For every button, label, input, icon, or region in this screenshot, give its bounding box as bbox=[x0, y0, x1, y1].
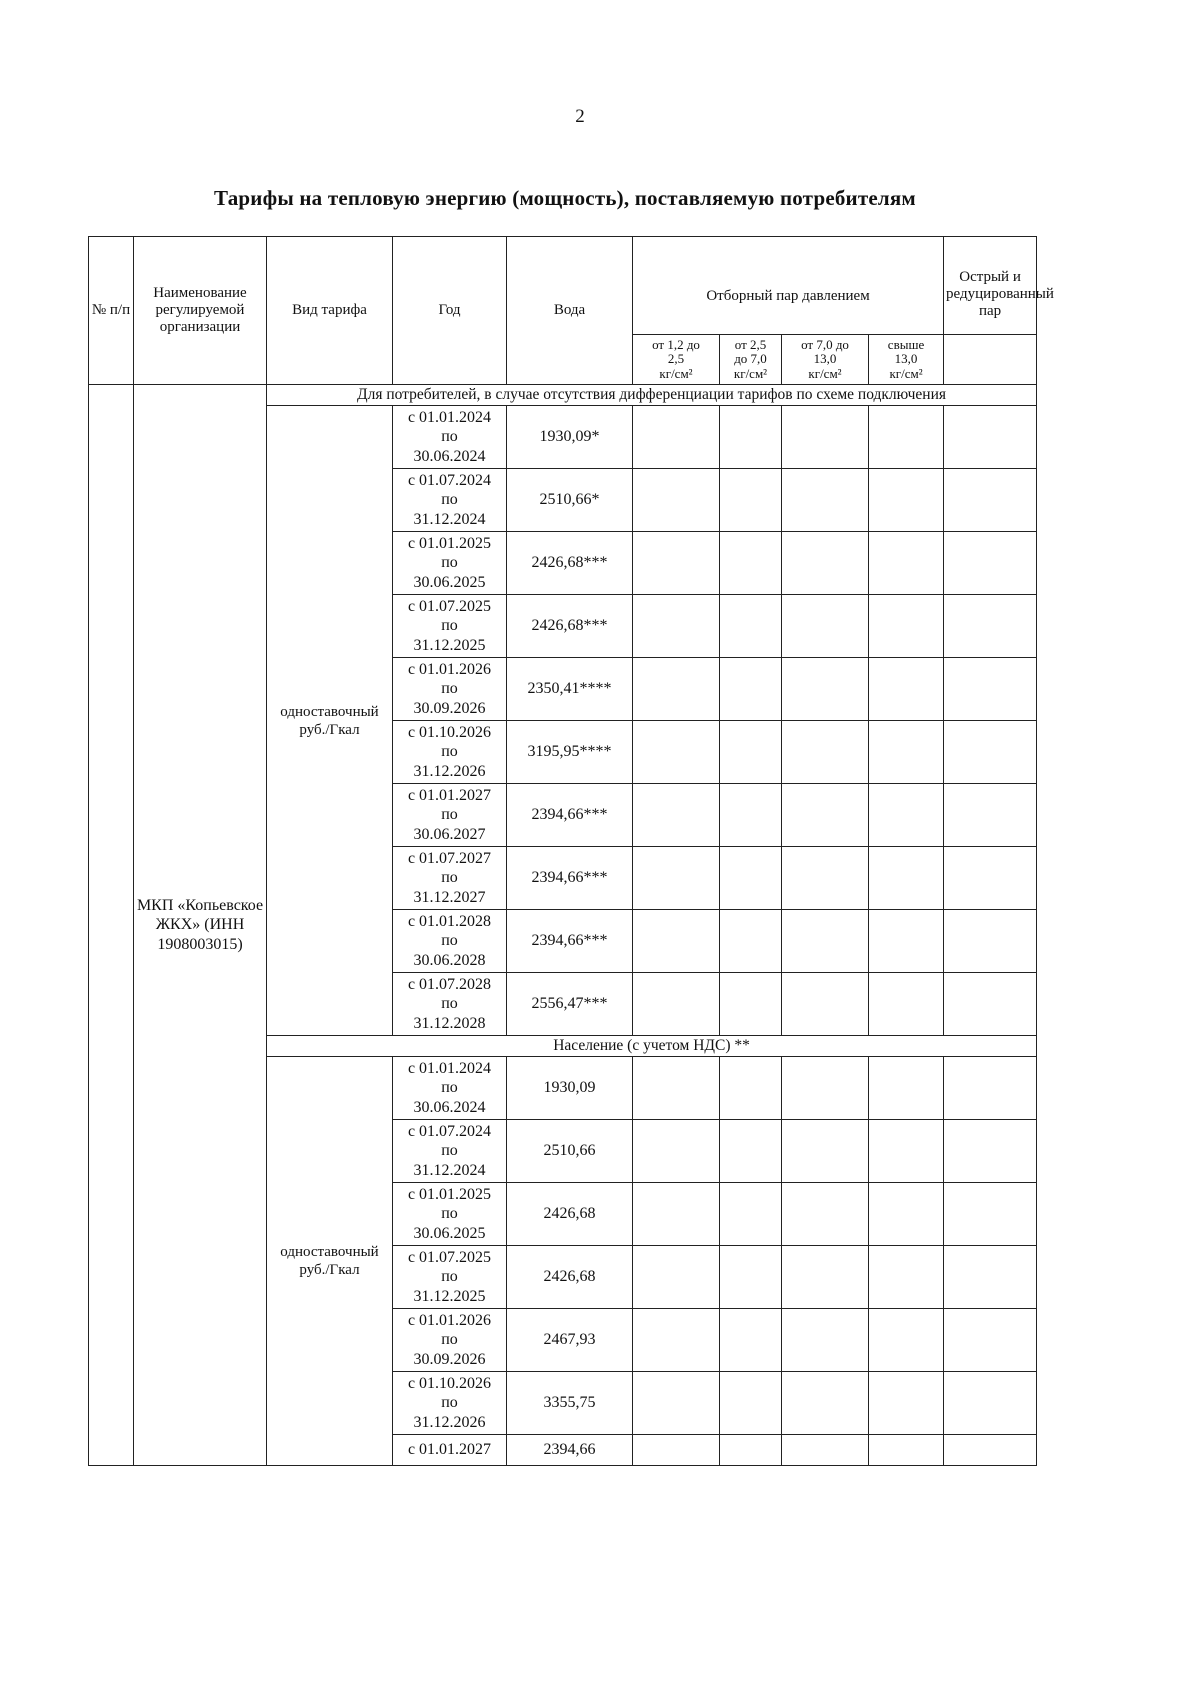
header-sharp-steam-empty bbox=[944, 335, 1037, 385]
period-by: по bbox=[441, 1079, 458, 1097]
water-tariff-value: 2394,66*** bbox=[507, 910, 633, 973]
water-tariff-value: 2350,41**** bbox=[507, 658, 633, 721]
empty-cell bbox=[720, 1246, 782, 1309]
period-from: с 01.01.2028 bbox=[407, 913, 492, 931]
empty-cell bbox=[782, 658, 869, 721]
period-cell bbox=[393, 1057, 507, 1120]
water-tariff-value: 2556,47*** bbox=[507, 973, 633, 1036]
section-title: Для потребителей, в случае отсутствия дифференциации тарифов по схеме подключения bbox=[267, 385, 1037, 406]
period-from: с 01.01.2027 bbox=[407, 787, 492, 805]
period-from: с 01.01.2025 bbox=[407, 1186, 492, 1204]
empty-cell bbox=[782, 1372, 869, 1435]
period-by: по bbox=[441, 1394, 458, 1412]
header-tariff-type: Вид тарифа bbox=[267, 237, 393, 385]
period-from: с 01.01.2025 bbox=[407, 535, 492, 553]
empty-cell bbox=[944, 1309, 1037, 1372]
empty-cell bbox=[869, 910, 944, 973]
empty-cell bbox=[782, 469, 869, 532]
period-to: 31.12.2024 bbox=[413, 510, 486, 528]
empty-cell bbox=[944, 406, 1037, 469]
empty-cell bbox=[633, 847, 720, 910]
empty-cell bbox=[944, 1183, 1037, 1246]
empty-cell bbox=[782, 1120, 869, 1183]
empty-cell bbox=[869, 784, 944, 847]
period-from: с 01.01.2024 bbox=[407, 1060, 492, 1078]
period-to: 30.09.2026 bbox=[413, 1350, 486, 1368]
period-from: с 01.01.2026 bbox=[407, 1312, 492, 1330]
period-by: по bbox=[441, 869, 458, 887]
empty-cell bbox=[782, 1183, 869, 1246]
empty-cell bbox=[633, 1246, 720, 1309]
period-to: 31.12.2024 bbox=[413, 1161, 486, 1179]
water-tariff-value: 2394,66*** bbox=[507, 784, 633, 847]
empty-cell bbox=[869, 532, 944, 595]
water-tariff-value: 3355,75 bbox=[507, 1372, 633, 1435]
empty-cell bbox=[633, 721, 720, 784]
period-from: с 01.07.2025 bbox=[407, 598, 492, 616]
period-by: по bbox=[441, 617, 458, 635]
period-cell bbox=[393, 595, 507, 658]
empty-cell bbox=[633, 1120, 720, 1183]
empty-cell bbox=[633, 1309, 720, 1372]
period-cell bbox=[393, 1309, 507, 1372]
empty-cell bbox=[869, 469, 944, 532]
empty-cell bbox=[633, 1435, 720, 1466]
empty-cell bbox=[944, 973, 1037, 1036]
period-cell bbox=[393, 721, 507, 784]
empty-cell bbox=[869, 658, 944, 721]
header-water: Вода bbox=[507, 237, 633, 385]
water-tariff-value: 2467,93 bbox=[507, 1309, 633, 1372]
period-cell bbox=[393, 973, 507, 1036]
empty-cell bbox=[944, 469, 1037, 532]
period-by: по bbox=[441, 1268, 458, 1286]
empty-cell bbox=[782, 973, 869, 1036]
empty-cell bbox=[720, 1372, 782, 1435]
empty-cell bbox=[720, 1309, 782, 1372]
header-steam-1: от 1,2 до 2,5 кг/см² bbox=[633, 335, 720, 385]
period-by: по bbox=[441, 1205, 458, 1223]
empty-cell bbox=[944, 910, 1037, 973]
period-from: с 01.07.2027 bbox=[407, 850, 492, 868]
empty-cell bbox=[720, 910, 782, 973]
section-title: Население (с учетом НДС) ** bbox=[267, 1036, 1037, 1057]
water-tariff-value: 2510,66* bbox=[507, 469, 633, 532]
period-to: 30.06.2024 bbox=[413, 1098, 486, 1116]
period-cell bbox=[393, 910, 507, 973]
empty-cell bbox=[944, 784, 1037, 847]
period-cell bbox=[393, 658, 507, 721]
empty-cell bbox=[633, 469, 720, 532]
period-by: по bbox=[441, 932, 458, 950]
header-steam-2: от 2,5 до 7,0 кг/см² bbox=[720, 335, 782, 385]
empty-cell bbox=[944, 658, 1037, 721]
water-tariff-value: 2426,68*** bbox=[507, 532, 633, 595]
empty-cell bbox=[944, 847, 1037, 910]
tariff-type: одноставочный руб./Гкал bbox=[267, 406, 393, 1036]
period-by: по bbox=[441, 554, 458, 572]
empty-cell bbox=[782, 910, 869, 973]
empty-cell bbox=[720, 721, 782, 784]
empty-cell bbox=[782, 1435, 869, 1466]
empty-cell bbox=[944, 1246, 1037, 1309]
period-cell bbox=[393, 532, 507, 595]
period-cell bbox=[393, 784, 507, 847]
water-tariff-value: 2426,68 bbox=[507, 1183, 633, 1246]
empty-cell bbox=[633, 973, 720, 1036]
period-from: с 01.07.2025 bbox=[407, 1249, 492, 1267]
period-to: 30.06.2027 bbox=[413, 825, 486, 843]
empty-cell bbox=[782, 784, 869, 847]
empty-cell bbox=[869, 1057, 944, 1120]
empty-cell bbox=[869, 1120, 944, 1183]
empty-cell bbox=[944, 595, 1037, 658]
period-by: по bbox=[441, 995, 458, 1013]
water-tariff-value: 1930,09 bbox=[507, 1057, 633, 1120]
empty-cell bbox=[782, 595, 869, 658]
row-number-cell bbox=[89, 385, 134, 1466]
empty-cell bbox=[720, 1435, 782, 1466]
empty-cell bbox=[869, 1435, 944, 1466]
empty-cell bbox=[633, 1183, 720, 1246]
empty-cell bbox=[720, 595, 782, 658]
empty-cell bbox=[720, 784, 782, 847]
header-steam-group: Отборный пар давлением bbox=[633, 237, 944, 335]
period-from: с 01.01.2024 bbox=[407, 409, 492, 427]
empty-cell bbox=[633, 910, 720, 973]
period-by: по bbox=[441, 1331, 458, 1349]
document-title: Тарифы на тепловую энергию (мощность), поставляемую потребителям bbox=[214, 186, 916, 210]
period-to: 31.12.2025 bbox=[413, 636, 486, 654]
period-from: с 01.07.2028 bbox=[407, 976, 492, 994]
empty-cell bbox=[869, 847, 944, 910]
empty-cell bbox=[720, 658, 782, 721]
empty-cell bbox=[782, 1057, 869, 1120]
period-to: 30.06.2025 bbox=[413, 573, 486, 591]
tariff-table bbox=[88, 236, 1054, 1466]
page-number: 2 bbox=[575, 106, 585, 127]
empty-cell bbox=[782, 1246, 869, 1309]
empty-cell bbox=[944, 1057, 1037, 1120]
period-cell bbox=[393, 1246, 507, 1309]
empty-cell bbox=[944, 721, 1037, 784]
water-tariff-value: 2426,68 bbox=[507, 1246, 633, 1309]
period-by: по bbox=[441, 428, 458, 446]
empty-cell bbox=[720, 1057, 782, 1120]
empty-cell bbox=[720, 469, 782, 532]
empty-cell bbox=[633, 595, 720, 658]
empty-cell bbox=[720, 406, 782, 469]
water-tariff-value: 3195,95**** bbox=[507, 721, 633, 784]
empty-cell bbox=[869, 1372, 944, 1435]
period-cell bbox=[393, 406, 507, 469]
period-cell bbox=[393, 1183, 507, 1246]
water-tariff-value: 2426,68*** bbox=[507, 595, 633, 658]
period-to: 31.12.2026 bbox=[413, 762, 486, 780]
period-by: по bbox=[441, 1142, 458, 1160]
period-from: с 01.07.2024 bbox=[407, 472, 492, 490]
empty-cell bbox=[720, 532, 782, 595]
period-to: 30.06.2024 bbox=[413, 447, 486, 465]
header-organization: Наименование регулируемой организации bbox=[134, 237, 267, 385]
period-cell bbox=[393, 1372, 507, 1435]
empty-cell bbox=[720, 847, 782, 910]
organization-name: МКП «Копьевское ЖКХ» (ИНН 1908003015) bbox=[134, 385, 267, 1466]
empty-cell bbox=[869, 406, 944, 469]
period-from: с 01.10.2026 bbox=[407, 724, 492, 742]
empty-cell bbox=[869, 721, 944, 784]
empty-cell bbox=[633, 1372, 720, 1435]
empty-cell bbox=[869, 973, 944, 1036]
period-to: 31.12.2026 bbox=[413, 1413, 486, 1431]
empty-cell bbox=[782, 721, 869, 784]
period-to: 30.09.2026 bbox=[413, 699, 486, 717]
period-from: с 01.01.2027 bbox=[407, 1441, 492, 1459]
empty-cell bbox=[720, 1120, 782, 1183]
header-num: № п/п bbox=[89, 237, 134, 385]
empty-cell bbox=[944, 1120, 1037, 1183]
empty-cell bbox=[869, 1246, 944, 1309]
period-to: 30.06.2028 bbox=[413, 951, 486, 969]
section-header-row bbox=[89, 385, 1037, 406]
empty-cell bbox=[869, 595, 944, 658]
period-from: с 01.07.2024 bbox=[407, 1123, 492, 1141]
empty-cell bbox=[633, 1057, 720, 1120]
empty-cell bbox=[869, 1183, 944, 1246]
period-to: 31.12.2027 bbox=[413, 888, 486, 906]
period-by: по bbox=[441, 806, 458, 824]
empty-cell bbox=[720, 1183, 782, 1246]
water-tariff-value: 2394,66*** bbox=[507, 847, 633, 910]
empty-cell bbox=[782, 1309, 869, 1372]
period-to: 30.06.2025 bbox=[413, 1224, 486, 1242]
water-tariff-value: 2394,66 bbox=[507, 1435, 633, 1466]
period-by: по bbox=[441, 680, 458, 698]
header-steam-4: свыше 13,0 кг/см² bbox=[869, 335, 944, 385]
water-tariff-value: 1930,09* bbox=[507, 406, 633, 469]
empty-cell bbox=[944, 1435, 1037, 1466]
header-sharp-steam: Острый и редуцированный пар bbox=[944, 237, 1037, 335]
period-cell bbox=[393, 1120, 507, 1183]
period-to: 31.12.2025 bbox=[413, 1287, 486, 1305]
period-by: по bbox=[441, 491, 458, 509]
header-year: Год bbox=[393, 237, 507, 385]
empty-cell bbox=[944, 1372, 1037, 1435]
period-from: с 01.01.2026 bbox=[407, 661, 492, 679]
period-to: 31.12.2028 bbox=[413, 1014, 486, 1032]
water-tariff-value: 2510,66 bbox=[507, 1120, 633, 1183]
period-cell bbox=[393, 847, 507, 910]
empty-cell bbox=[782, 847, 869, 910]
empty-cell bbox=[633, 784, 720, 847]
tariff-type: одноставочный руб./Гкал bbox=[267, 1057, 393, 1466]
period-cell bbox=[393, 1435, 507, 1466]
header-steam-3: от 7,0 до 13,0 кг/см² bbox=[782, 335, 869, 385]
empty-cell bbox=[782, 532, 869, 595]
empty-cell bbox=[944, 532, 1037, 595]
header-row bbox=[89, 237, 1037, 335]
empty-cell bbox=[633, 532, 720, 595]
period-from: с 01.10.2026 bbox=[407, 1375, 492, 1393]
empty-cell bbox=[633, 406, 720, 469]
period-cell bbox=[393, 469, 507, 532]
empty-cell bbox=[782, 406, 869, 469]
empty-cell bbox=[720, 973, 782, 1036]
empty-cell bbox=[633, 658, 720, 721]
empty-cell bbox=[869, 1309, 944, 1372]
period-by: по bbox=[441, 743, 458, 761]
